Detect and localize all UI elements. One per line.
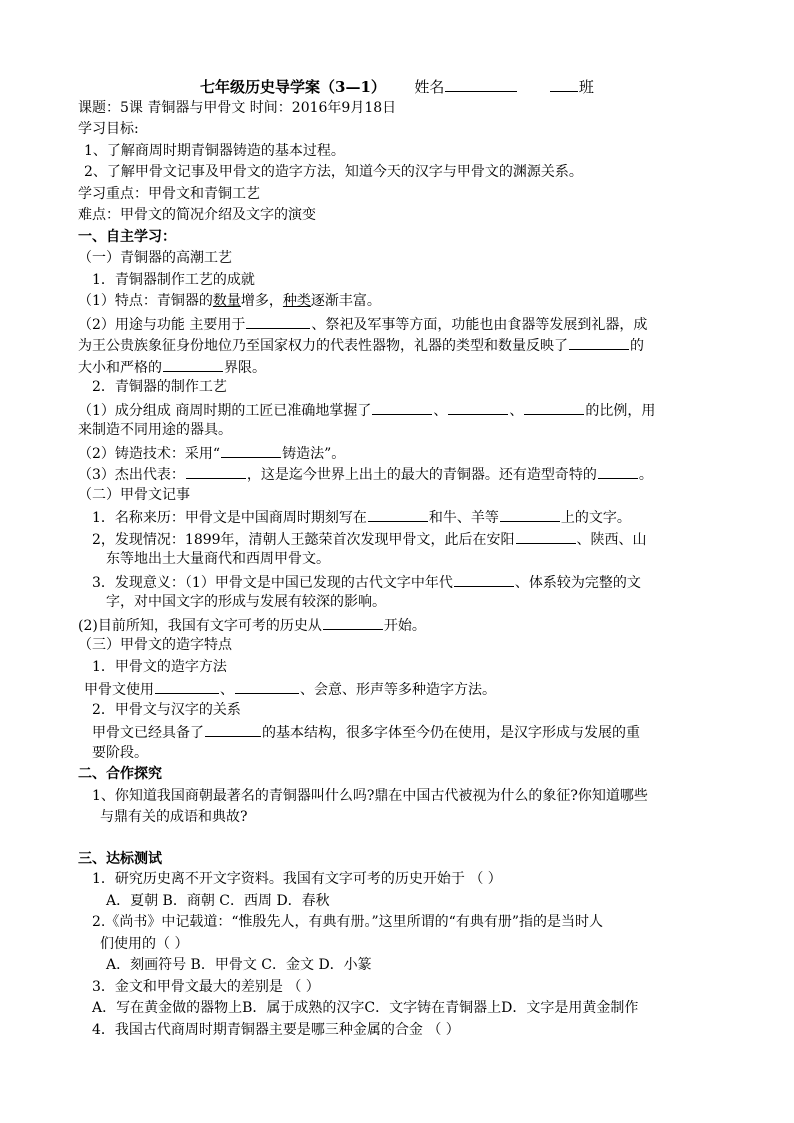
text-segment: 逐渐丰富。 (310, 293, 381, 309)
text-segment: 。 (638, 467, 653, 483)
underlined-term-variety: 种类 (282, 293, 311, 309)
test-question-2: 2.《尚书》中记载道：“惟殷先人，有典有册。”这里所谓的“有典有册”指的是当时人 (92, 914, 603, 930)
text-segment: （2）铸造技术：采用“ (78, 446, 221, 462)
text-segment: 、会意、形声等多种造字方法。 (300, 682, 496, 698)
text-segment: 的基本结构，很多字体至今仍在使用，是汉字形成与发展的重 (262, 725, 640, 741)
text-segment: 开始。 (383, 618, 426, 634)
objective-1: 1、了解商周时期青铜器铸造的基本过程。 (84, 143, 345, 159)
item-2-1-line (78, 400, 655, 421)
underlined-term-quantity: 数量 (212, 293, 241, 309)
text-segment: ，这是迄今世界上出土的最大的青铜器。还有造型奇特的 (246, 467, 597, 483)
subsection-2-heading: （二）甲骨文记事 (78, 487, 190, 503)
oracle-item-2-cont: 东等地出土大量商代和西周甲骨文。 (106, 551, 330, 567)
section-2-heading: 二、合作探究 (78, 766, 162, 782)
text-segment: 2，发现情况：1899年，清朝人王懿荣首次发现甲骨文，此后在安阳 (92, 532, 515, 548)
text-segment: 3．发现意义：（1）甲骨文是中国已发现的古代文字中年代 (92, 575, 453, 591)
test-question-2-cont: 们使用的（ ） (100, 936, 189, 952)
difficult-points: 难点：甲骨文的简况介绍及文字的演变 (78, 207, 316, 223)
text-segment: 的 (630, 338, 644, 354)
item-2-heading: 2．青铜器的制作工艺 (92, 379, 227, 395)
item-1-1-line (78, 292, 381, 311)
text-segment: （1）成分组成 商周时期的工匠已准确地掌握了 (78, 403, 372, 419)
fill-blank[interactable] (524, 400, 584, 415)
oracle-item-3-2 (78, 615, 426, 636)
text-segment: 铸造法”。 (282, 446, 346, 462)
text-segment: 1．名称来历：甲骨文是中国商周时期刻写在 (92, 510, 367, 526)
text-segment: （3）杰出代表： (78, 467, 185, 483)
separator: 、 (433, 403, 448, 419)
text-segment: 增多， (240, 293, 283, 309)
worksheet-title: 七年级历史导学案（3—1） (200, 78, 386, 96)
char-item-2-cont: 要阶段。 (92, 745, 148, 761)
section-3-heading: 三、达标测试 (78, 851, 162, 867)
separator: 、 (509, 403, 524, 419)
key-points: 学习重点：甲骨文和青铜工艺 (78, 186, 260, 202)
objectives-heading: 学习目标: (78, 121, 139, 137)
oracle-item-1 (92, 507, 631, 528)
name-blank[interactable] (445, 77, 517, 92)
text-segment: 甲骨文已经具备了 (92, 725, 204, 741)
item-2-3-line (78, 464, 653, 485)
char-item-1-line (84, 679, 496, 700)
test-question-3: 3．金文和甲骨文最大的差别是 （ ） (92, 979, 320, 995)
text-segment: 、陕西、山 (576, 532, 647, 548)
test-question-2-options: A．刻画符号 B．甲骨文 C．金文 D．小篆 (106, 957, 372, 973)
fill-blank[interactable] (246, 314, 310, 329)
item-1-2-line-3 (78, 357, 266, 378)
text-segment: 为王公贵族象征身份地位乃至国家权力的代表性器物，礼器的类型和数量反映了 (78, 338, 568, 354)
text-segment: （1）特点：青铜器的 (78, 293, 213, 309)
fill-blank[interactable] (163, 357, 223, 372)
text-segment: 上的文字。 (560, 510, 631, 526)
class-blank[interactable] (550, 77, 578, 92)
test-question-3-options: A．写在黄金做的器物上B．属于成熟的汉字C．文字铸在青铜器上D．文字是用黄金制作 (92, 1000, 639, 1016)
fill-blank[interactable] (155, 679, 219, 694)
item-1-2-line (78, 314, 647, 335)
fill-blank[interactable] (235, 679, 299, 694)
text-segment: 甲骨文使用 (84, 682, 154, 698)
char-item-1-heading: 1．甲骨文的造字方法 (92, 659, 227, 675)
fill-blank[interactable] (221, 443, 281, 458)
item-2-2-line (78, 443, 345, 464)
char-item-2-line (92, 722, 640, 743)
section-1-heading: 一、自主学习： (78, 229, 176, 245)
item-1-2-line-2 (78, 335, 644, 356)
fill-blank[interactable] (323, 615, 383, 630)
text-segment: 、体系较为完整的文 (514, 575, 641, 591)
fill-blank[interactable] (500, 507, 560, 522)
oracle-item-2 (92, 529, 647, 550)
lesson-info: 课题：5课 青铜器与甲骨文 时间：2016年9月18日 (78, 100, 397, 116)
fill-blank[interactable] (448, 400, 508, 415)
fill-blank[interactable] (569, 335, 629, 350)
fill-blank[interactable] (598, 464, 638, 479)
discussion-question-1: 1、你知道我国商朝最著名的青铜器叫什么吗?鼎在中国古代被视为什么的象征?你知道哪些 (92, 788, 648, 804)
class-label: 班 (578, 78, 594, 96)
fill-blank[interactable] (516, 529, 576, 544)
fill-blank[interactable] (454, 572, 514, 587)
test-question-1-options: A．夏朝 B．商朝 C．西周 D．春秋 (106, 893, 330, 909)
fill-blank[interactable] (368, 507, 428, 522)
objective-2: 2、了解甲骨文记事及甲骨文的造字方法，知道今天的汉字与甲骨文的渊源关系。 (84, 164, 583, 180)
discussion-question-1-cont: 与鼎有关的成语和典故? (100, 809, 248, 825)
subsection-3-heading: （三）甲骨文的造字特点 (78, 637, 232, 653)
separator: 、 (220, 682, 234, 698)
test-question-1: 1．研究历史离不开文字资料。我国有文字可考的历史开始于 （ ） (92, 871, 502, 887)
item-1-heading: 1．青铜器制作工艺的成就 (92, 272, 255, 288)
fill-blank[interactable] (205, 722, 261, 737)
fill-blank[interactable] (186, 464, 246, 479)
oracle-item-3 (92, 572, 641, 593)
subsection-1-heading: （一）青铜器的高潮工艺 (78, 250, 232, 266)
char-item-2-heading: 2．甲骨文与汉字的关系 (92, 702, 241, 718)
fill-blank[interactable] (372, 400, 432, 415)
name-label: 姓名 (414, 78, 445, 96)
text-segment: （2）用途与功能 主要用于 (78, 317, 246, 333)
text-segment: 大小和严格的 (78, 360, 162, 376)
oracle-item-3-cont: 字，对中国文字的形成与发展有较深的影响。 (106, 594, 386, 610)
text-segment: 、祭祀及军事等方面，功能也由食器等发展到礼器，成 (311, 317, 648, 333)
text-segment: 的比例，用 (585, 403, 656, 419)
item-2-1-line-2: 来制造不同用途的器具。 (78, 422, 232, 438)
test-question-4: 4．我国古代商周时期青铜器主要是哪三种金属的合金 （ ） (92, 1022, 460, 1038)
page-title (200, 77, 594, 97)
text-segment: (2)目前所知，我国有文字可考的历史从 (78, 618, 322, 634)
text-segment: 界限。 (224, 360, 266, 376)
text-segment: 和牛、羊等 (428, 510, 499, 526)
